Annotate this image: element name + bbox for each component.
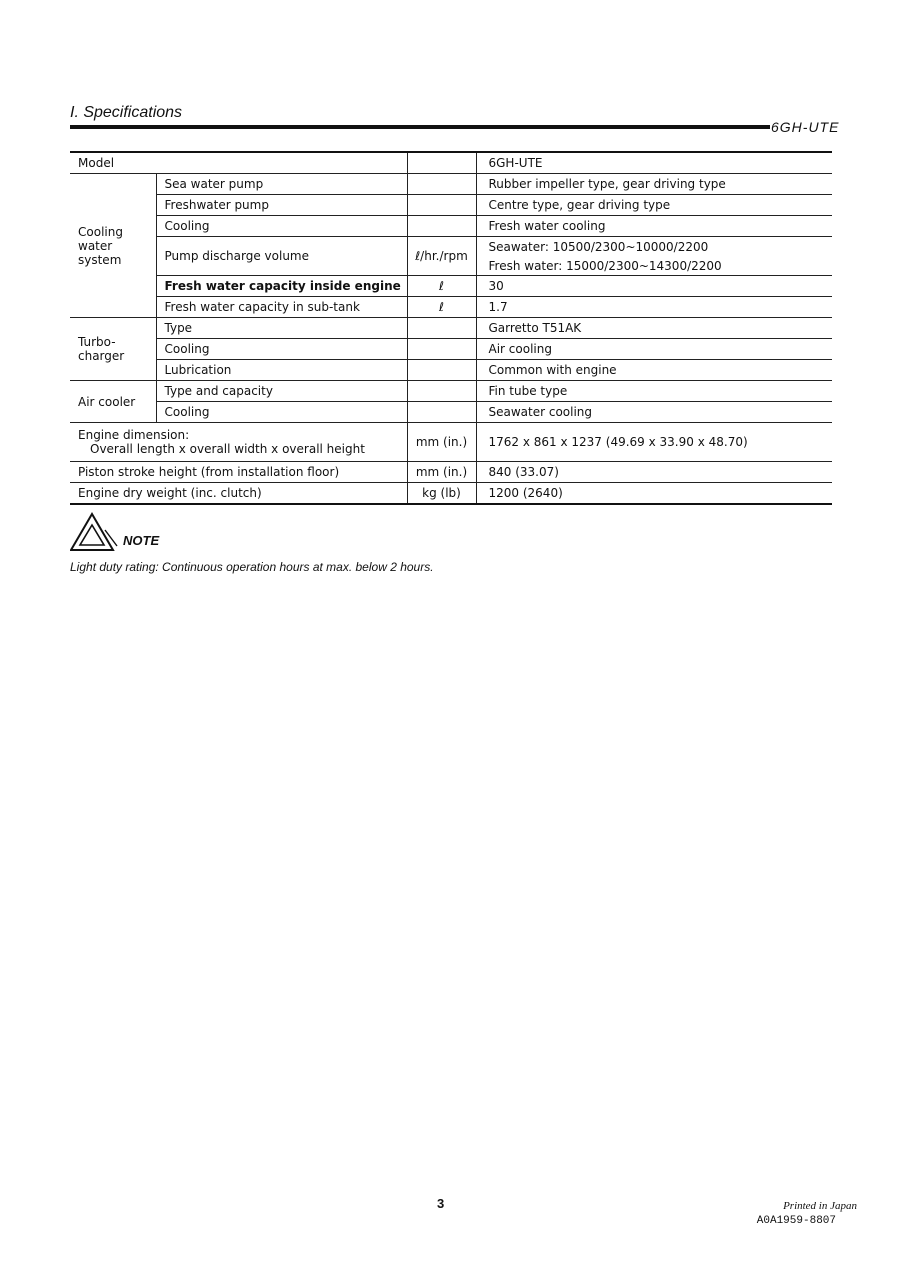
piston-value: 840 (33.07) bbox=[476, 462, 832, 483]
table-row bbox=[70, 423, 832, 462]
value-cell: Garretto T51AK bbox=[476, 318, 832, 339]
table-row bbox=[70, 174, 832, 195]
item-label: Cooling bbox=[156, 402, 407, 423]
dimension-label bbox=[70, 423, 407, 462]
weight-value: 1200 (2640) bbox=[476, 483, 832, 505]
category-cooling-water-system: Cooling water system bbox=[70, 174, 156, 318]
value-cell: Common with engine bbox=[476, 360, 832, 381]
table-row bbox=[70, 483, 832, 505]
printed-in-japan: Printed in Japan bbox=[783, 1200, 857, 1212]
unit-cell bbox=[407, 318, 476, 339]
unit-cell: mm (in.) bbox=[407, 462, 476, 483]
weight-label: Engine dry weight (inc. clutch) bbox=[70, 483, 407, 505]
item-label: Sea water pump bbox=[156, 174, 407, 195]
document-code: A0A1959-8807 bbox=[756, 1215, 836, 1227]
value-cell: Air cooling bbox=[476, 339, 832, 360]
table-row bbox=[70, 297, 832, 318]
table-row bbox=[70, 237, 832, 276]
table-row bbox=[70, 360, 832, 381]
category-air-cooler: Air cooler bbox=[70, 381, 156, 423]
table-row bbox=[70, 152, 832, 174]
section-title: I. Specifications bbox=[70, 104, 183, 121]
piston-label: Piston stroke height (from installation floor) bbox=[70, 462, 407, 483]
unit-cell: ℓ bbox=[407, 276, 476, 297]
model-label: Model bbox=[70, 152, 407, 174]
value-cell: Rubber impeller type, gear driving type bbox=[476, 174, 832, 195]
value-cell: 30 bbox=[476, 276, 832, 297]
warning-triangle-icon bbox=[70, 512, 120, 554]
unit-cell bbox=[407, 216, 476, 237]
table-row bbox=[70, 339, 832, 360]
dimension-value: 1762 x 861 x 1237 (49.69 x 33.90 x 48.70) bbox=[476, 423, 832, 462]
item-label: Type and capacity bbox=[156, 381, 407, 402]
item-label: Fresh water capacity inside engine bbox=[156, 276, 407, 297]
dimension-label-line2: Overall length x overall width x overall height bbox=[90, 442, 365, 456]
unit-cell bbox=[407, 360, 476, 381]
seawater-discharge: Seawater: 10500/2300~10000/2200 bbox=[488, 239, 709, 254]
value-cell: Fresh water cooling bbox=[476, 216, 832, 237]
unit-cell bbox=[407, 402, 476, 423]
value-cell bbox=[476, 237, 832, 276]
table-row bbox=[70, 381, 832, 402]
unit-cell: kg (lb) bbox=[407, 483, 476, 505]
item-label: Pump discharge volume bbox=[156, 237, 407, 276]
header-model-code: 6GH-UTE bbox=[771, 119, 840, 135]
item-label: Cooling bbox=[156, 339, 407, 360]
specifications-table bbox=[70, 151, 832, 505]
item-label: Freshwater pump bbox=[156, 195, 407, 216]
item-label: Fresh water capacity in sub-tank bbox=[156, 297, 407, 318]
note-label: NOTE bbox=[123, 533, 160, 548]
item-label: Type bbox=[156, 318, 407, 339]
dimension-label-line1: Engine dimension: bbox=[78, 428, 190, 442]
category-turbocharger: Turbo-charger bbox=[70, 318, 156, 381]
unit-cell bbox=[407, 152, 476, 174]
unit-cell bbox=[407, 174, 476, 195]
unit-cell: ℓ bbox=[407, 297, 476, 318]
table-row bbox=[70, 216, 832, 237]
value-cell: 1.7 bbox=[476, 297, 832, 318]
table-row bbox=[70, 462, 832, 483]
value-cell: Centre type, gear driving type bbox=[476, 195, 832, 216]
table-row bbox=[70, 276, 832, 297]
table-row bbox=[70, 195, 832, 216]
page-number: 3 bbox=[437, 1196, 445, 1211]
unit-cell bbox=[407, 381, 476, 402]
table-row bbox=[70, 402, 832, 423]
unit-cell: ℓ/hr./rpm bbox=[407, 237, 476, 276]
title-rule bbox=[70, 125, 770, 129]
unit-cell: mm (in.) bbox=[407, 423, 476, 462]
value-cell: Seawater cooling bbox=[476, 402, 832, 423]
note-text: Light duty rating: Continuous operation hours at max. below 2 hours. bbox=[70, 560, 434, 574]
value-cell: Fin tube type bbox=[476, 381, 832, 402]
unit-cell bbox=[407, 339, 476, 360]
unit-cell bbox=[407, 195, 476, 216]
freshwater-discharge: Fresh water: 15000/2300~14300/2200 bbox=[488, 258, 722, 273]
item-label: Cooling bbox=[156, 216, 407, 237]
item-label: Lubrication bbox=[156, 360, 407, 381]
model-value: 6GH-UTE bbox=[476, 152, 832, 174]
table-row bbox=[70, 318, 832, 339]
